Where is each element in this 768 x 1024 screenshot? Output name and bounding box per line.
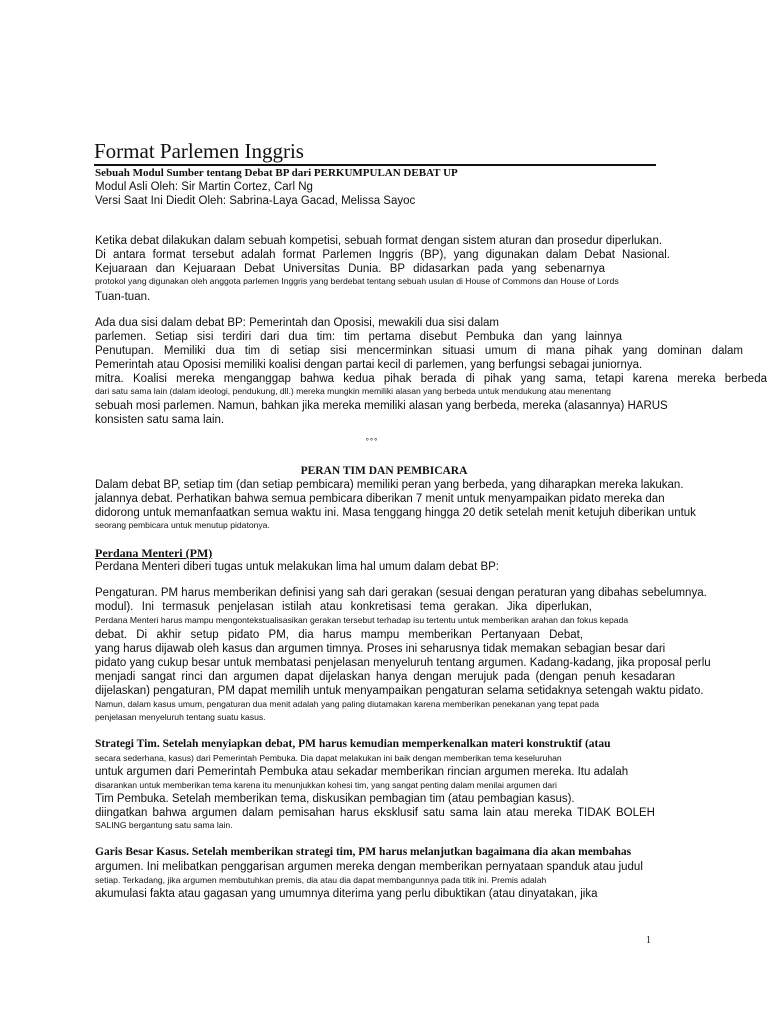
title-rule	[94, 164, 656, 166]
pm-intro: Perdana Menteri diberi tugas untuk melakukan lima hal umum dalam debat BP:	[95, 561, 499, 573]
roles-line-1: Dalam debat BP, setiap tim (dan setiap pembicara) memiliki peran yang berbeda, yang diharapkan mereka lakukan.	[95, 479, 684, 491]
sides-line-1: Ada dua sisi dalam debat BP: Pemerintah dan Oposisi, mewakili dua sisi dalam	[95, 317, 499, 329]
sides-line-7: sebuah mosi parlemen. Namun, bahkan jika mereka memiliki alasan yang berbeda, mereka (alasannya) HARUS	[95, 400, 668, 412]
garis-line-1: Garis Besar Kasus. Setelah memberikan strategi tim, PM harus melanjutkan bagaimana dia akan membahas	[95, 846, 632, 858]
sides-line-4: Pemerintah atau Oposisi memiliki koalisi dengan partai kecil di parlemen, yang berfungsi sebagai juniornya.	[95, 359, 643, 371]
sides-line-8: konsisten satu sama lain.	[95, 414, 225, 426]
strategi-line-4: disarankan untuk memberikan tema karena itu menunjukkan kohesi tim, yang sangat penting dalam menilai argumen dari	[95, 780, 557, 790]
pengaturan-line-5: yang harus dijawab oleh kasus dan argumen timnya. Proses ini seharusnya tidak memakan sebagian besar dari	[95, 643, 666, 655]
sides-line-3: Penutupan. Memiliki dua tim di setiap sisi mencerminkan situasi umum di mana pihak yang dominan dalam	[95, 345, 743, 357]
intro-line-4: protokol yang digunakan oleh anggota parlemen Inggris yang berdebat tentang sebuah usulan di House of Commons dan House of Lords	[95, 276, 619, 286]
pengaturan-line-8: dijelaskan) pengaturan, PM dapat memilih untuk menyampaikan pengaturan selama setidaknya setengah waktu pidato.	[95, 685, 704, 697]
strategi-line-7: SALING bergantung satu sama lain.	[95, 820, 233, 830]
strategi-line-2: secara sederhana, kasus) dari Pemerintah Pembuka. Dia dapat melakukan ini baik dengan memberikan tema keseluruhan	[95, 753, 562, 763]
pengaturan-line-7: menjadi sangat rinci dan argumen dapat dijelaskan hanya dengan merujuk pada (dengan penuh kesadaran	[95, 671, 675, 683]
section-separator: °°°	[365, 437, 379, 446]
sides-line-2: parlemen. Setiap sisi terdiri dari dua tim: tim pertama disebut Pembuka dan yang lainnya	[95, 331, 622, 343]
roles-line-3: didorong untuk memanfaatkan semua waktu ini. Masa tenggang hingga 20 detik setelah menit ketujuh diberikan untuk	[95, 507, 696, 519]
strategi-line-5: Tim Pembuka. Setelah memberikan tema, diskusikan pembagian tim (atau pembagian kasus).	[95, 793, 575, 805]
editor-line: Versi Saat Ini Diedit Oleh: Sabrina-Laya Gacad, Melissa Sayoc	[95, 195, 416, 207]
sides-line-6: dari satu sama lain (dalam ideologi, pendukung, dll.) mereka mungkin memiliki alasan yang berbeda untuk mendukung atau menentang	[95, 386, 611, 396]
strategi-line-6: diingatkan bahwa argumen dalam pemisahan harus eksklusif satu sama lain atau mereka TIDAK BOLEH	[95, 807, 655, 819]
pengaturan-line-2: modul). Ini termasuk penjelasan istilah atau konkretisasi tema gerakan. Jika diperlukan,	[95, 601, 592, 613]
roles-line-4: seorang pembicara untuk menutup pidatonya.	[95, 520, 270, 530]
roles-line-2: jalannya debat. Perhatikan bahwa semua pembicara diberikan 7 menit untuk menyampaikan pidato mereka dan	[95, 493, 665, 505]
pengaturan-line-1: Pengaturan. PM harus memberikan definisi yang sah dari gerakan (sesuai dengan peraturan yang dibahas sebelumnya.	[95, 587, 707, 599]
author-line: Modul Asli Oleh: Sir Martin Cortez, Carl Ng	[95, 181, 313, 193]
pengaturan-line-3: Perdana Menteri harus mampu mengontekstualisasikan gerakan tersebut terhadap isu tertentu untuk memberikan arahan dan fokus kepada	[95, 615, 629, 625]
garis-line-3: setiap. Terkadang, jika argumen membutuhkan premis, dia atau dia dapat membangunnya pada titik ini. Premis adalah	[95, 875, 547, 885]
pm-heading: Perdana Menteri (PM)	[95, 546, 213, 560]
roles-heading: PERAN TIM DAN PEMBICARA	[300, 465, 468, 477]
garis-line-4: akumulasi fakta atau gagasan yang umumnya diterima yang perlu dibuktikan (atau dinyatakan, jika	[95, 888, 598, 900]
intro-line-2: Di antara format tersebut adalah format Parlemen Inggris (BP), yang digunakan dalam Debat Nasional.	[95, 249, 670, 261]
pengaturan-line-10: penjelasan menyeluruh tentang suatu kasus.	[95, 712, 266, 722]
intro-line-5: Tuan-tuan.	[95, 291, 151, 303]
garis-line-2: argumen. Ini melibatkan penggarisan argumen mereka dengan memberikan pernyataan spanduk atau judul	[95, 861, 643, 873]
intro-line-3: Kejuaraan dan Kejuaraan Debat Universitas Dunia. BP didasarkan pada yang sebenarnya	[95, 263, 605, 275]
pengaturan-line-6: pidato yang cukup besar untuk membatasi penjelasan menyeluruh tentang argumen. Kadang-kadang, jika proposal perlu	[95, 657, 711, 669]
strategi-line-1: Strategi Tim. Setelah menyiapkan debat, PM harus kemudian memperkenalkan materi konstruktif (atau	[95, 738, 611, 750]
page-number: 1	[646, 935, 651, 946]
pengaturan-line-4: debat. Di akhir setup pidato PM, dia harus mampu memberikan Pertanyaan Debat,	[95, 629, 583, 641]
document-title: Format Parlemen Inggris	[94, 139, 304, 163]
pengaturan-line-9: Namun, dalam kasus umum, pengaturan dua menit adalah yang paling diutamakan karena memberikan penekanan yang tepat pada	[95, 699, 600, 709]
sides-line-5: mitra. Koalisi mereka menganggap bahwa kedua pihak berada di pihak yang sama, tetapi karena mereka berbeda	[95, 373, 767, 385]
intro-line-1: Ketika debat dilakukan dalam sebuah kompetisi, sebuah format dengan sistem aturan dan prosedur diperlukan.	[95, 235, 663, 247]
strategi-line-3: untuk argumen dari Pemerintah Pembuka atau sekadar memberikan rincian argumen mereka. Itu adalah	[95, 766, 629, 778]
document-subtitle: Sebuah Modul Sumber tentang Debat BP dari PERKUMPULAN DEBAT UP	[95, 167, 458, 179]
